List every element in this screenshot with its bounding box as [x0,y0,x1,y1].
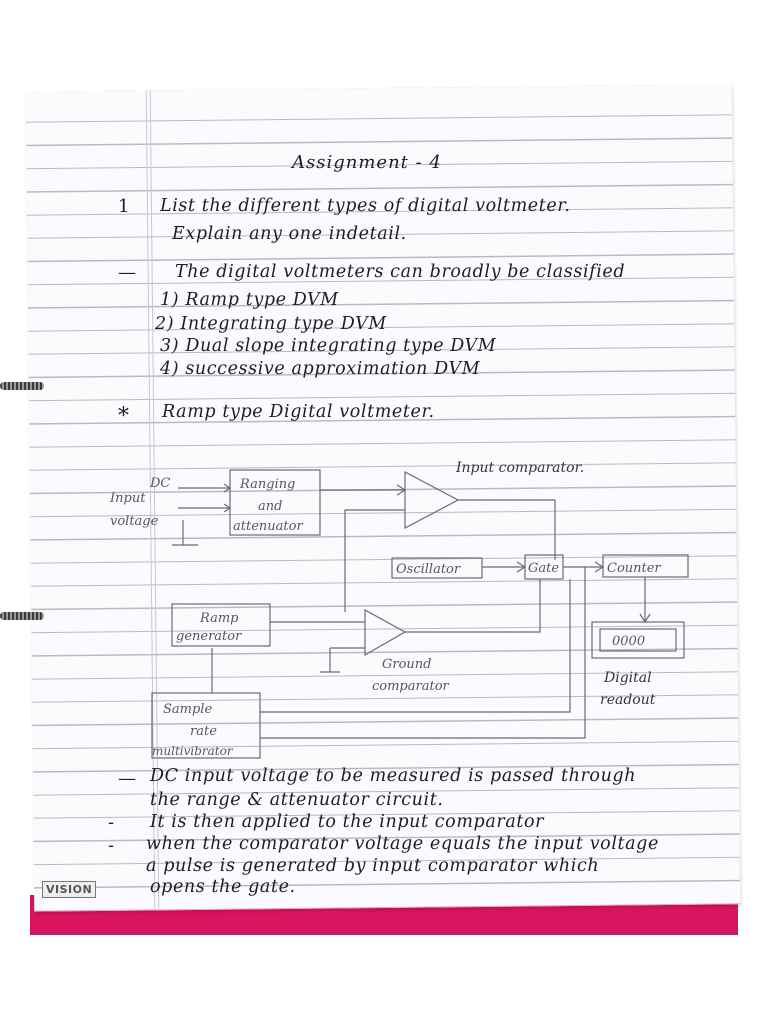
notebook-brand-logo: VISION [42,881,96,898]
explanation-line-2: the range & attenuator circuit. [150,790,444,810]
type-item-4: 4) successive approximation DVM [160,359,481,379]
type-item-1: 1) Ramp type DVM [160,290,339,310]
section-heading: Ramp type Digital voltmeter. [162,402,435,422]
section-marker: * [118,404,129,429]
answer-dash: — [118,262,136,283]
explanation-line-3: It is then applied to the input comparator [150,812,545,832]
question-number: 1 [118,196,130,217]
explanation-line-4: when the comparator voltage equals the input voltage [146,834,659,854]
ramp-label-2: generator [176,629,242,644]
explanation-dash-1: — [118,768,136,789]
explanation-line-5: a pulse is generated by input comparator which [146,856,600,876]
ground-comparator-label-1: Ground [382,657,432,672]
type-item-3: 3) Dual slope integrating type DVM [160,336,497,356]
counter-label: Counter [607,561,661,576]
input-label-dc: DC [150,476,171,491]
page-title: Assignment - 4 [292,152,442,173]
gate-label: Gate [528,561,560,576]
ground-comparator-symbol [365,610,405,655]
readout-label-1: Digital [604,670,652,686]
sample-label-2: rate [190,724,217,739]
explanation-dash-4: - [108,835,115,856]
question-line-2: Explain any one indetail. [172,224,407,244]
display-digits: 0000 [612,634,646,649]
type-item-2: 2) Integrating type DVM [155,314,387,334]
readout-label-2: readout [600,692,656,708]
question-line-1: List the different types of digital voltmeter. [160,196,571,216]
input-comparator-symbol [405,472,458,528]
ramp-label-1: Ramp [200,611,239,626]
explanation-dash-3: - [108,812,115,833]
input-label-voltage: voltage [110,514,159,529]
ranging-label-1: Ranging [240,477,296,492]
input-comparator-label: Input comparator. [456,460,585,476]
explanation-line-1: DC input voltage to be measured is passed through [150,766,637,786]
oscillator-label: Oscillator [396,562,461,577]
explanation-line-6: opens the gate. [150,877,296,897]
answer-intro: The digital voltmeters can broadly be classified [175,262,626,282]
sample-label-1: Sample [163,702,213,717]
sample-label-3: multivibrator [152,744,233,758]
ground-comparator-label-2: comparator [372,679,449,694]
input-label-input: Input [110,491,146,506]
ranging-label-2: and [258,499,283,514]
ranging-label-3: attenuator [233,519,303,534]
